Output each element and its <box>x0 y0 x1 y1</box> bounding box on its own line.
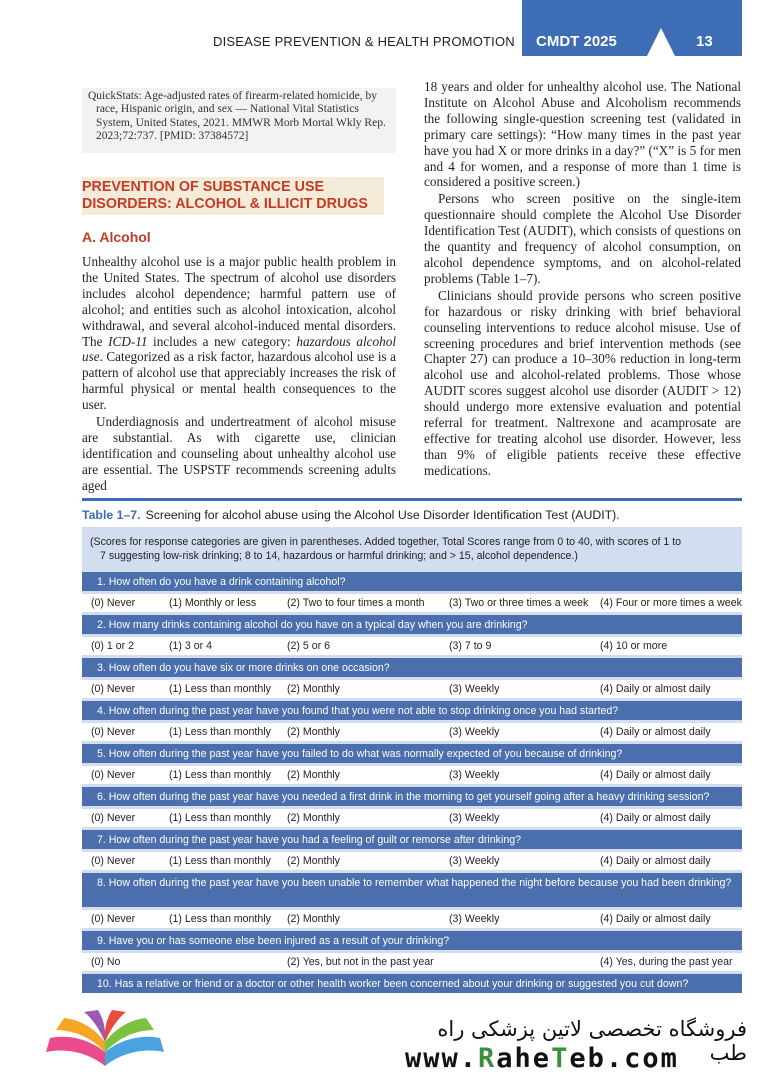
answer-option: (0) Never <box>91 812 136 824</box>
answer-option: (3) 7 to 9 <box>449 640 492 652</box>
answer-row <box>82 766 742 784</box>
section-title <box>82 177 384 215</box>
answer-row <box>82 852 742 870</box>
store-name: فروشگاه تخصصی لاتین پزشکی راه طب <box>437 1017 747 1065</box>
answer-option: (2) Monthly <box>287 855 340 867</box>
answer-option: (2) Two to four times a month <box>287 597 425 609</box>
book-title: CMDT 2025 <box>536 33 617 50</box>
right-paragraph-2: Persons who screen positive on the single-item questionnaire should complete the Alcohol Use Disorder Identification Test (AUDIT), which consists of questions on the quantity and frequency of alcohol consumption, on alcohol dependence symptoms, and on alcohol-related problems (Table 1–7). <box>424 191 741 286</box>
answer-option: (2) Monthly <box>287 913 340 925</box>
answer-row <box>82 809 742 827</box>
answer-option: (1) Less than monthly <box>169 769 271 781</box>
answer-option: (3) Weekly <box>449 683 500 695</box>
section-title-line-2: DISORDERS: ALCOHOL & ILLICIT DRUGS <box>82 196 368 212</box>
question-row: 10. Has a relative or friend or a doctor or other health worker been concerned about your drinking or suggested you cut down? <box>82 974 742 993</box>
answer-option: (3) Weekly <box>449 913 500 925</box>
answer-option: (3) Two or three times a week <box>449 597 589 609</box>
question-row: 9. Have you or has someone else been injured as a result of your drinking? <box>82 931 742 950</box>
answer-option: (0) Never <box>91 855 136 867</box>
answer-option: (3) Weekly <box>449 769 500 781</box>
answer-option: (4) Daily or almost daily <box>600 683 711 695</box>
answer-option: (4) Daily or almost daily <box>600 726 711 738</box>
question-row: 6. How often during the past year have you needed a first drink in the morning to get yourself going after a heavy drinking session? <box>82 787 742 806</box>
left-paragraph-2: Underdiagnosis and undertreatment of alcohol misuse are substantial. As with cigarette use, clinician identification and counseling about unhealthy alcohol use are essential. The USPSTF recommends screening adults aged <box>82 414 396 493</box>
running-head: DISEASE PREVENTION & HEALTH PROMOTION <box>213 34 515 49</box>
answer-option: (4) Daily or almost daily <box>600 812 711 824</box>
answer-row <box>82 953 742 971</box>
answer-option: (2) Yes, but not in the past year <box>287 956 434 968</box>
answer-option: (1) Less than monthly <box>169 855 271 867</box>
question-row: 1. How often do you have a drink containing alcohol? <box>82 572 742 591</box>
answer-option: (1) Less than monthly <box>169 683 271 695</box>
right-paragraph-1: 18 years and older for unhealthy alcohol use. The National Institute on Alcohol Abuse and Alcoholism recommends the following single-question screening test (validated in primary care settings): “How many times in the past year have you had X or more drinks in a day?” (“X” is 5 for men and 4 for women, and a response of more than 1 time is considered a positive screen.) <box>424 79 741 190</box>
answer-option: (2) Monthly <box>287 683 340 695</box>
page-number: 13 <box>696 33 713 50</box>
answer-option: (0) Never <box>91 726 136 738</box>
answer-option: (2) Monthly <box>287 769 340 781</box>
left-paragraph-1: Unhealthy alcohol use is a major public health problem in the United States. The spectrum of alcohol use disorders includes alcohol dependence; harmful pattern use of alcohol; and entities such as alcohol intoxication, alcohol withdrawal, and several alcohol-induced mental disorders. The ICD-11 includes a new category: hazardous alcohol use. Categorized as a risk factor, hazardous alcohol use is a pattern of alcohol use that appreciably increases the risk of harmful physical or mental health consequences to the user. <box>82 254 396 413</box>
table-note: (Scores for response categories are given in parentheses. Added together, Total Scores range from 0 to 40, with scores of 1 to 7 suggesting low-risk drinking; 8 to 14, hazardous or harmful drinking; and > 15, alcohol dependence.) <box>90 536 682 562</box>
answer-option: (1) Monthly or less <box>169 597 257 609</box>
right-column <box>424 79 741 480</box>
answer-option: (4) Daily or almost daily <box>600 855 711 867</box>
answer-option: (0) Never <box>91 913 136 925</box>
table-caption-text: Screening for alcohol abuse using the Alcohol Use Disorder Identification Test (AUDIT). <box>145 508 620 522</box>
answer-option: (2) 5 or 6 <box>287 640 330 652</box>
answer-option: (1) Less than monthly <box>169 726 271 738</box>
right-paragraph-3: Clinicians should provide persons who screen positive for hazardous or risky drinking with brief behavioral counseling interventions to reduce alcohol misuse. Use of screening procedures and brief intervention methods (see Chapter 27) can produce a 10–30% reduction in long-term alcohol use and alcohol-related problems. Those whose AUDIT scores suggest alcohol use disorder (AUDIT > 12) should undergo more extensive evaluation and potential referral for treatment. Naltrexone and acamprosate are effective for treating alcohol use disorder. However, less than 9% of eligible patients receive these effective medications. <box>424 287 741 478</box>
answer-row <box>82 637 742 655</box>
table-caption <box>82 508 742 522</box>
answer-option: (2) Monthly <box>287 812 340 824</box>
answer-option: (4) Four or more times a week <box>600 597 742 609</box>
store-url: www.RaheTeb.com <box>405 1043 679 1074</box>
book-logo-icon <box>40 1008 170 1070</box>
answer-option: (3) Weekly <box>449 855 500 867</box>
answer-option: (1) 3 or 4 <box>169 640 212 652</box>
left-column <box>82 254 396 495</box>
answer-row <box>82 723 742 741</box>
subsection-heading: A. Alcohol <box>82 229 151 245</box>
answer-option: (4) Daily or almost daily <box>600 769 711 781</box>
answer-option: (3) Weekly <box>449 726 500 738</box>
table-label: Table 1–7. <box>82 508 141 522</box>
reference-box <box>82 88 396 153</box>
answer-row <box>82 910 742 928</box>
question-row: 8. How often during the past year have you been unable to remember what happened the night before because you had been drinking? <box>82 873 742 907</box>
reference-text: QuickStats: Age-adjusted rates of firearm-related homicide, by race, Hispanic origin, and sex — National Vital Statistics System, United States, 2021. MMWR Morb Mortal Wkly Rep. 2023;72:737. [PMID: 37384572] <box>88 90 386 143</box>
table-top-rule <box>82 498 742 501</box>
answer-option: (0) Never <box>91 683 136 695</box>
answer-option: (4) Yes, during the past year <box>600 956 733 968</box>
answer-option: (0) No <box>91 956 121 968</box>
answer-option: (1) Less than monthly <box>169 913 271 925</box>
answer-option: (0) Never <box>91 597 136 609</box>
question-row: 3. How often do you have six or more drinks on one occasion? <box>82 658 742 677</box>
answer-option: (1) Less than monthly <box>169 812 271 824</box>
answer-row <box>82 594 742 612</box>
answer-option: (3) Weekly <box>449 812 500 824</box>
answer-option: (4) Daily or almost daily <box>600 913 711 925</box>
question-row: 7. How often during the past year have you had a feeling of guilt or remorse after drinking? <box>82 830 742 849</box>
answer-option: (2) Monthly <box>287 726 340 738</box>
question-row: 4. How often during the past year have you found that you were not able to stop drinking once you had started? <box>82 701 742 720</box>
question-row: 5. How often during the past year have you failed to do what was normally expected of you because of drinking? <box>82 744 742 763</box>
badge-divider-icon <box>647 28 675 56</box>
answer-option: (4) 10 or more <box>600 640 668 652</box>
question-row: 2. How many drinks containing alcohol do you have on a typical day when you are drinking? <box>82 615 742 634</box>
answer-option: (0) 1 or 2 <box>91 640 134 652</box>
section-title-line-1: PREVENTION OF SUBSTANCE USE <box>82 179 325 195</box>
answer-option: (0) Never <box>91 769 136 781</box>
answer-row <box>82 680 742 698</box>
